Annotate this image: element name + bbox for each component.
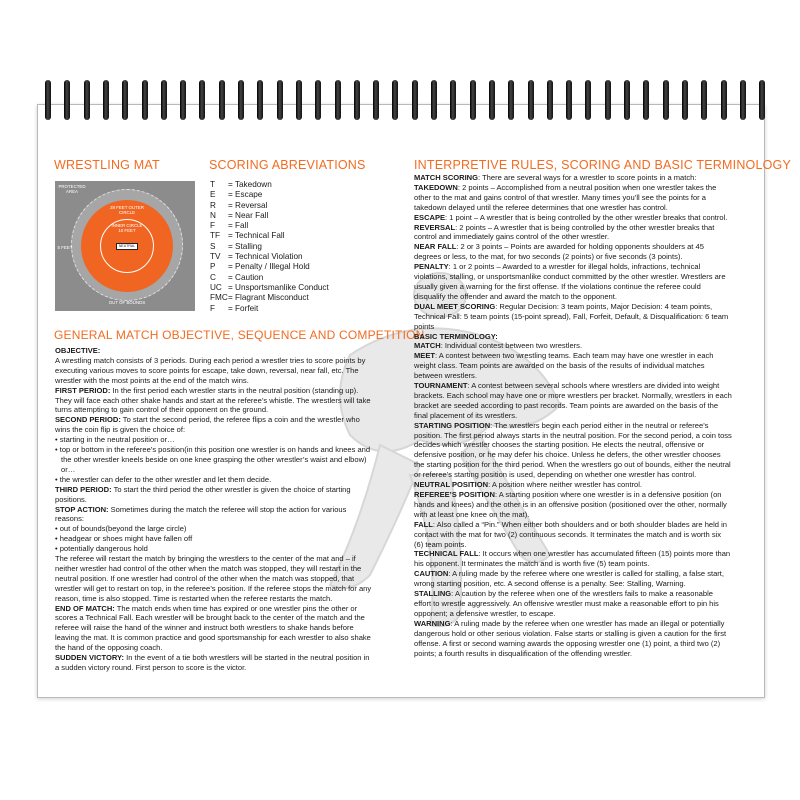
term-label: FALL xyxy=(414,519,433,529)
term-label: STALLING xyxy=(414,589,452,599)
term-label: SECOND PERIOD: xyxy=(55,415,121,425)
abbreviation-key: F xyxy=(210,303,216,313)
paragraph xyxy=(55,386,375,416)
paragraph xyxy=(414,589,732,619)
paragraph-text: : 1 or 2 points – Awarded to a wrestler for illegal holds, infractions, technical violations, stalling, or unsportsmanlike conduct committed by the other wrestler. Wrestlers are usually given a warning for the first offense. If the violations continue the referee could disqualify the offender and award the match to the opponent. xyxy=(414,262,726,301)
term-label: MATCH SCORING xyxy=(414,173,479,182)
paragraph-text: • headgear or shoes might have fallen off xyxy=(55,534,193,544)
wrestling-mat-diagram xyxy=(55,181,195,311)
paragraph-text: • out of bounds(beyond the large circle) xyxy=(55,524,187,534)
paragraph xyxy=(414,213,732,223)
binding-ring xyxy=(354,80,360,120)
paragraph-text: : A position where neither wrestler has control. xyxy=(488,480,643,490)
paragraph xyxy=(414,520,732,550)
binding-ring xyxy=(547,80,553,120)
binding-ring xyxy=(392,80,398,120)
paragraph-text: • top or bottom in the referee’s position(in this position one wrestler is on hands and knees and the other wrestler kneels beside on one knee grasping the other wrestler’s waist and elbow) or… xyxy=(55,445,371,474)
paragraph xyxy=(55,435,375,445)
binding-ring xyxy=(643,80,649,120)
abbreviation-row xyxy=(210,201,329,211)
binding-ring xyxy=(624,80,630,120)
mat-outer-circle-label: 28 FEET OUTER CIRCLE xyxy=(110,205,144,215)
paragraph xyxy=(414,173,732,183)
paragraph-text: To start the third period the other wrestler is given the choice of starting positions. xyxy=(55,484,351,504)
term-label: TECHNICAL FALL xyxy=(414,549,479,559)
paragraph-text: : 2 points – Accomplished from a neutral position when one wrestler takes the other to the mat and gains control of that wrestler. Many times you’ll see the points for a takedown delayed until the referee determines that one wrestler has control. xyxy=(414,182,717,212)
abbreviation-row xyxy=(210,283,329,293)
abbreviation-meaning: = Technical Fall xyxy=(228,231,285,241)
abbreviation-meaning: = Unsportsmanlike Conduct xyxy=(228,282,329,292)
term-label: WARNING xyxy=(414,618,451,628)
term-label: SUDDEN VICTORY: xyxy=(55,653,125,663)
term-label: BASIC TERMINOLOGY: xyxy=(414,331,498,341)
paragraph-text: • potentially dangerous hold xyxy=(55,544,148,554)
scoring-abbreviations-heading: SCORING ABREVIATIONS xyxy=(209,158,366,172)
binding-ring xyxy=(45,80,51,120)
binding-ring xyxy=(335,80,341,120)
paragraph xyxy=(55,485,375,505)
binding-ring xyxy=(663,80,669,120)
binding-ring xyxy=(585,80,591,120)
abbreviation-key: TV xyxy=(210,252,221,262)
paragraph-text: : A ruling made by the referee when one wrestler has made an illegal or potentially dangerous hold or other serious violation. False starts or stalling is given a caution for the first offense. A first or second warning awards the opposing wrestler one (1) point, a third two (2) points; a fourth results in disqualification of the offending wrestler. xyxy=(414,618,727,658)
paragraph xyxy=(55,356,375,386)
paragraph xyxy=(414,381,732,421)
binding-ring xyxy=(373,80,379,120)
abbreviation-meaning: = Reversal xyxy=(228,200,268,210)
abbreviations-list xyxy=(210,180,329,314)
binding-ring xyxy=(412,80,418,120)
paragraph-text: In the first period each wrestler starts in the neutral position (standing up). They will face each other shake hands and start at the referee’s whistle. The wrestlers will take turns attempting to gain control of their opponent on the ground. xyxy=(55,385,371,415)
abbreviation-key: TF xyxy=(210,231,221,241)
mat-neutral-box: NEUTRAL xyxy=(116,243,138,250)
paragraph-text: : A starting position where one wrestler is in a defensive position (on hands and knees) and the other is in an offensive position (positioned over the other, normally with at least one knee on the mat). xyxy=(414,490,727,519)
abbreviation-row xyxy=(210,211,329,221)
binding-ring xyxy=(296,80,302,120)
paragraph xyxy=(414,302,732,332)
term-label: OBJECTIVE: xyxy=(55,346,101,355)
term-label: CAUTION xyxy=(414,569,449,579)
general-objective-text xyxy=(55,346,375,673)
abbreviation-row xyxy=(210,262,329,272)
abbreviation-row xyxy=(210,231,329,241)
binding-ring xyxy=(199,80,205,120)
abbreviation-meaning: = Caution xyxy=(228,272,264,282)
binding-ring xyxy=(161,80,167,120)
term-label: ESCAPE xyxy=(414,212,446,222)
paragraph xyxy=(414,421,732,480)
term-label: NEAR FALL xyxy=(414,242,457,252)
term-label: STOP ACTION: xyxy=(55,504,109,514)
binding-ring xyxy=(122,80,128,120)
binding-ring xyxy=(142,80,148,120)
paragraph-text: In the event of a tie both wrestlers will be started in the neutral position in a sudden victory round. First person to score is the victor. xyxy=(55,653,370,672)
term-label: DUAL MEET SCORING xyxy=(414,301,496,311)
abbreviation-row xyxy=(210,293,329,303)
binding-ring xyxy=(566,80,572,120)
paragraph xyxy=(55,534,375,544)
paragraph-text: • the wrestler can defer to the other wrestler and let them decide. xyxy=(55,474,272,484)
paragraph-text: : Regular Decision: 3 team points, Major Decision: 4 team points, Technical Fall: 5 team points (15-point spread), Fall, Forfeit, Default, & Disqualification: 6 team points xyxy=(414,301,729,331)
abbreviation-meaning: = Stalling xyxy=(228,241,262,251)
term-label: THIRD PERIOD: xyxy=(55,484,112,494)
paragraph-text: To start the second period, the referee flips a coin and the wrestler who wins the coin flip is given the choice of: xyxy=(55,415,360,435)
abbreviation-key: T xyxy=(210,180,216,189)
abbreviation-row xyxy=(210,180,329,190)
term-label: TOURNAMENT xyxy=(414,381,468,391)
binding-ring xyxy=(257,80,263,120)
binding-ring xyxy=(528,80,534,120)
abbreviation-meaning: = Takedown xyxy=(228,180,272,189)
binding-ring xyxy=(489,80,495,120)
paragraph xyxy=(414,619,732,659)
paragraph xyxy=(55,604,375,654)
paragraph xyxy=(55,415,375,435)
paragraph-text: : Also called a “Pin.” When either both shoulders and or both shoulder blades are held in contact with the mat for two (2) continuous seconds. It terminates the match and is worth six (6) team points. xyxy=(414,519,727,549)
binding-ring xyxy=(180,80,186,120)
term-label: NEUTRAL POSITION xyxy=(414,480,489,490)
binding-ring xyxy=(431,80,437,120)
abbreviation-key: E xyxy=(210,190,216,200)
binding-ring xyxy=(277,80,283,120)
general-objective-heading: GENERAL MATCH OBJECTIVE, SEQUENCE AND COMPETITION xyxy=(54,328,425,342)
term-label: END OF MATCH: xyxy=(55,603,115,613)
binding-ring xyxy=(508,80,514,120)
paragraph-text: : It occurs when one wrestler has accumulated fifteen (15) points more than his opponent. It terminates the match and is worth five (5) team points. xyxy=(414,549,731,569)
paragraph-text: : A caution by the referee when one of the wrestlers fails to make a reasonable effort to wrestle aggressively. An offensive wrestler must make a reasonable effort to pin his opponent; a defensive wrestler, to escape. xyxy=(414,589,719,618)
interpretive-rules-text xyxy=(414,173,732,658)
paragraph-text: The match ends when time has expired or one wrestler pins the other or scores a Technical Fall. Each wrestler will be brought back to the center of the match and the referee will raise the hand of the winner and instruct both wrestlers to shake hands before leaving the mat. It is common practice and good sportsmanship for each wrestler to also shake the hand of the opposing coach. xyxy=(55,603,371,653)
paragraph xyxy=(55,524,375,534)
abbreviation-key: P xyxy=(210,262,216,272)
paragraph-text: : Individual contest between two wrestlers. xyxy=(440,341,583,351)
mat-inner-circle-label: INNER CIRCLE 10 FEET xyxy=(111,223,143,233)
paragraph-text: : A contest between several schools where wrestlers are divided into weight brackets. Each school may have one or more wrestlers per bracket. Normally, wrestlers in each bracket are seeded according to past records. Team points are awarded on the basis of the final placement of its wrestlers. xyxy=(414,381,732,420)
paragraph xyxy=(414,341,732,351)
abbreviation-row xyxy=(210,221,329,231)
abbreviation-row xyxy=(210,242,329,252)
paragraph xyxy=(414,569,732,589)
abbreviation-row xyxy=(210,304,329,314)
interpretive-rules-heading: INTERPRETIVE RULES, SCORING AND BASIC TERMINOLOGY xyxy=(414,158,791,172)
paragraph xyxy=(414,332,732,342)
abbreviation-key: N xyxy=(210,210,216,220)
paragraph xyxy=(414,242,732,262)
binding-ring xyxy=(682,80,688,120)
term-label: REFEREE’S POSITION xyxy=(414,490,495,499)
abbreviation-key: UC xyxy=(210,282,222,292)
binding-ring xyxy=(84,80,90,120)
abbreviation-meaning: = Penalty / Illegal Hold xyxy=(228,262,310,272)
abbreviation-key: C xyxy=(210,272,216,282)
binding-ring xyxy=(219,80,225,120)
abbreviation-meaning: = Near Fall xyxy=(228,210,269,220)
binding-ring xyxy=(759,80,765,120)
term-label: PENALTY xyxy=(414,262,449,272)
binding-ring xyxy=(64,80,70,120)
paragraph xyxy=(414,351,732,381)
abbreviation-key: F xyxy=(210,221,216,231)
mat-five-feet-label: 5 FEET xyxy=(57,245,73,250)
paragraph-text: • starting in the neutral position or… xyxy=(55,435,175,445)
term-label: MATCH xyxy=(414,341,441,351)
term-label: REVERSAL xyxy=(414,222,456,232)
paragraph-text: Sometimes during the match the referee will stop the action for various reasons: xyxy=(55,504,347,524)
paragraph xyxy=(414,549,732,569)
abbreviation-row xyxy=(210,273,329,283)
mat-out-of-bounds-label: OUT OF BOUNDS xyxy=(108,300,146,305)
paragraph xyxy=(414,223,732,243)
paragraph xyxy=(55,554,375,604)
paragraph xyxy=(414,480,732,490)
abbreviation-meaning: = Technical Violation xyxy=(228,252,303,262)
binding-ring xyxy=(103,80,109,120)
paragraph xyxy=(55,475,375,485)
binding-ring xyxy=(740,80,746,120)
term-label: FIRST PERIOD: xyxy=(55,385,111,395)
paragraph-text: : 2 points – A wrestler that is being controlled by the other wrestler breaks that control and immediately gains control of the other wrestler. xyxy=(414,222,715,242)
abbreviation-key: S xyxy=(210,241,216,251)
abbreviation-row xyxy=(210,190,329,200)
mat-protected-area-label: PROTECTED AREA xyxy=(58,184,86,194)
paragraph-text: : A ruling made by the referee where one wrestler is called for stalling, a false start, wrong starting position, etc. A second offense is a penalty. See: Stalling, Warning. xyxy=(414,569,724,589)
paragraph xyxy=(414,490,732,520)
paragraph xyxy=(55,544,375,554)
paragraph-text: : 1 point – A wrestler that is being controlled by the other wrestler breaks that control. xyxy=(445,212,728,222)
abbreviation-meaning: = Flagrant Misconduct xyxy=(228,293,309,303)
abbreviation-meaning: = Fall xyxy=(228,221,249,231)
paragraph xyxy=(55,346,375,356)
wrestling-mat-heading: WRESTLING MAT xyxy=(54,158,160,172)
abbreviation-row xyxy=(210,252,329,262)
binding-ring xyxy=(721,80,727,120)
binding-ring xyxy=(238,80,244,120)
abbreviation-meaning: = Forfeit xyxy=(228,303,259,313)
binding-ring xyxy=(450,80,456,120)
abbreviation-key: R xyxy=(210,200,216,210)
abbreviation-meaning: = Escape xyxy=(228,190,263,200)
paragraph-text: : A contest between two wrestling teams. Each team may have one wrestler in each weight class. Team points are awarded on the basis of the results of individual matches between wrestlers. xyxy=(414,351,714,381)
paragraph-text: A wrestling match consists of 3 periods. During each period a wrestler tries to score points by executing various moves to score points for escape, take down, reversal, near fall, etc. The wrestler with the most points at the end of the match wins. xyxy=(55,355,366,385)
paragraph xyxy=(55,505,375,525)
abbreviation-key: FMC xyxy=(210,293,228,303)
term-label: TAKEDOWN xyxy=(414,182,458,192)
term-label: MEET xyxy=(414,351,435,361)
binding-ring xyxy=(315,80,321,120)
paragraph-text: : There are several ways for a wrestler to score points in a match: xyxy=(478,173,697,182)
paragraph xyxy=(414,262,732,302)
paragraph-text: The referee will restart the match by bringing the wrestlers to the center of the mat and – if neither wrestler had control of the other when the match was stopped, they will restart in the neutral position. If one wrestler had control of the other when the match was stopped, that wrestler will get to restart on top, in the referee’s position. If the referee stops the match for any reason, time is also stopped. Time is restarted when the referee restarts the match. xyxy=(55,554,372,603)
binding-ring xyxy=(701,80,707,120)
paragraph xyxy=(414,183,732,213)
paragraph xyxy=(55,653,375,673)
term-label: STARTING POSITION xyxy=(414,420,491,430)
binding-ring xyxy=(605,80,611,120)
binding-ring xyxy=(470,80,476,120)
paragraph-text: : The wrestlers begin each period either in the neutral or referee’s position. The first period always starts in the neutral position. For the second period, a coin toss decides which wrestler chooses the starting position. He elects the neutral, offensive or defensive position, or he may defer his choice. Unless he defers, the other wrestler chooses the starting position for the third period. When the wrestlers go out of bounds, either the neutral or referee’s starting position is used, depending on whether one wrestler has control. xyxy=(414,420,732,480)
paragraph xyxy=(55,445,375,475)
paragraph-text: : 2 or 3 points – Points are awarded for holding opponents shoulders at 45 degrees or less, to the mat, for two seconds (2 points) or five seconds (3 points). xyxy=(414,242,704,262)
